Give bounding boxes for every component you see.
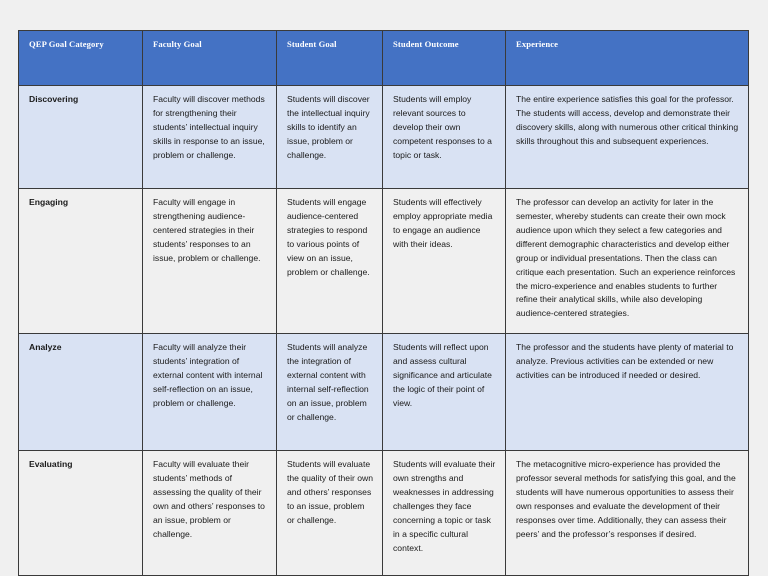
- table-row: [19, 189, 749, 334]
- cell-student-goal: Students will evaluate the quality of their own and others’ responses to an issue, problem or challenge.: [277, 451, 383, 576]
- cell-student-outcome: Students will employ relevant sources to develop their own competent responses to a topic or task.: [383, 86, 506, 189]
- cell-student-goal: Students will discover the intellectual inquiry skills to identify an issue, problem or challenge.: [277, 86, 383, 189]
- cell-student-outcome: Students will reflect upon and assess cultural significance and articulate the logic of their point of view.: [383, 334, 506, 451]
- cell-category: Analyze: [19, 334, 143, 451]
- column-header-qep-goal-category: QEP Goal Category: [19, 31, 143, 86]
- qep-goal-category-table: [18, 30, 749, 576]
- table-header-row: [19, 31, 749, 86]
- cell-student-outcome: Students will effectively employ appropriate media to engage an audience with their ideas.: [383, 189, 506, 334]
- table-header: [19, 31, 749, 86]
- cell-faculty-goal: Faculty will engage in strengthening audience-centered strategies in their students’ responses to an issue, problem or challenge.: [143, 189, 277, 334]
- table-row: [19, 86, 749, 189]
- column-header-faculty-goal: Faculty Goal: [143, 31, 277, 86]
- table-row: [19, 334, 749, 451]
- cell-student-outcome: Students will evaluate their own strengths and weaknesses in addressing challenges they face concerning a topic or task in a specific cultural context.: [383, 451, 506, 576]
- cell-student-goal: Students will engage audience-centered strategies to respond to various points of view on an issue, problem or challenge.: [277, 189, 383, 334]
- column-header-student-outcome: Student Outcome: [383, 31, 506, 86]
- cell-faculty-goal: Faculty will evaluate their students’ methods of assessing the quality of their own and others’ responses to an issue, problem or challenge.: [143, 451, 277, 576]
- table-row: [19, 451, 749, 576]
- cell-experience: The entire experience satisfies this goal for the professor. The students will access, develop and demonstrate their discovery skills, along with numerous other critical thinking skills throughout this and subsequent experiences.: [506, 86, 749, 189]
- cell-faculty-goal: Faculty will discover methods for strengthening their students’ intellectual inquiry skills in response to an issue, problem or challenge.: [143, 86, 277, 189]
- cell-experience: The professor can develop an activity for later in the semester, whereby students can create their own mock audience upon which they select a few categories and different demographic characteristics and develop either group or individual presentations. Then the class can critique each presentation. Such an experience reinforces the micro-experience and enables students to further refine their analytical skills, while also developing audience-centered strategies.: [506, 189, 749, 334]
- table-body: [19, 86, 749, 576]
- cell-category: Evaluating: [19, 451, 143, 576]
- cell-category: Engaging: [19, 189, 143, 334]
- cell-faculty-goal: Faculty will analyze their students’ integration of external content with internal self-reflection on an issue, problem or challenge.: [143, 334, 277, 451]
- cell-experience: The metacognitive micro-experience has provided the professor several methods for satisfying this goal, and the students will have numerous opportunities to assess their own responses and evaluate the development of their responses over time. Additionally, they can assess their peers’ and the professor’s responses if desired.: [506, 451, 749, 576]
- cell-category: Discovering: [19, 86, 143, 189]
- column-header-experience: Experience: [506, 31, 749, 86]
- cell-student-goal: Students will analyze the integration of external content with internal self-reflection on an issue, problem or challenge.: [277, 334, 383, 451]
- column-header-student-goal: Student Goal: [277, 31, 383, 86]
- cell-experience: The professor and the students have plenty of material to analyze. Previous activities can be extended or new activities can be introduced if needed or desired.: [506, 334, 749, 451]
